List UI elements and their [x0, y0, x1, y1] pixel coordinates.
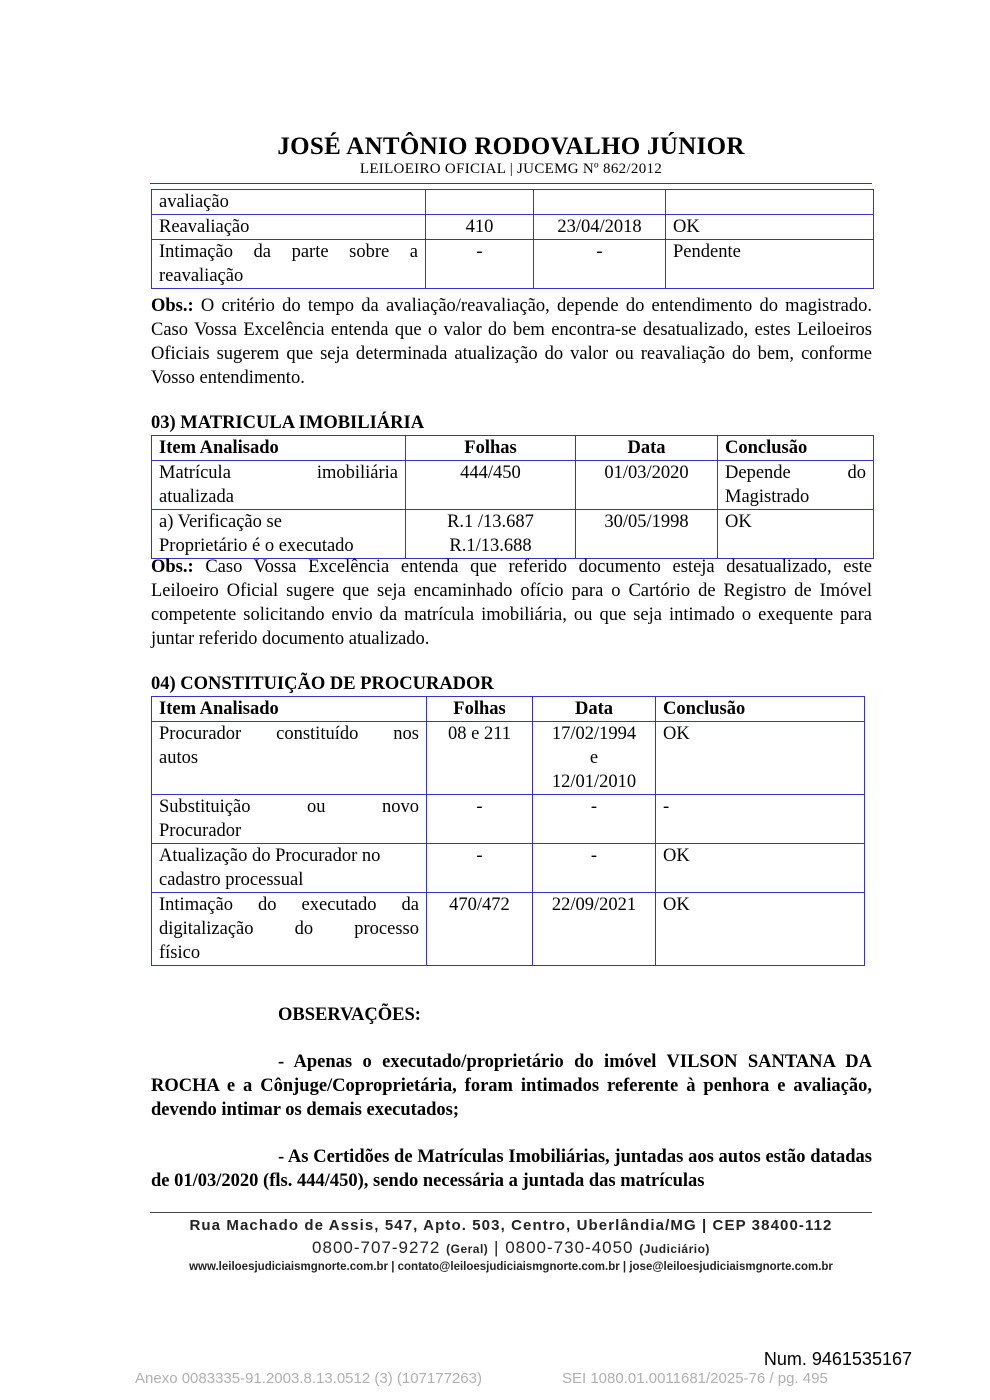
observation-paragraph — [151, 1050, 872, 1122]
table-cell — [152, 722, 427, 795]
table-row — [152, 722, 865, 795]
table-cell — [152, 893, 427, 966]
annex-stamp: Anexo 0083335-91.2003.8.13.0512 (3) (107177263) — [135, 1370, 482, 1387]
footer-web-contacts: www.leiloesjudiciaismgnorte.com.br | contato@leiloesjudiciaismgnorte.com.br | jose@leiloesjudiciaismgnorte.com.br — [189, 1261, 833, 1273]
evaluation-table — [151, 189, 874, 289]
table-row — [152, 510, 874, 559]
cell-line: R.1/13.688 — [449, 536, 532, 556]
obs-label: Obs.: — [151, 296, 194, 316]
letterhead-name: JOSÉ ANTÔNIO RODOVALHO JÚNIOR — [277, 133, 745, 160]
table-row — [152, 795, 865, 844]
table-cell: - — [427, 795, 533, 844]
table-row — [152, 190, 874, 215]
table-cell — [533, 722, 656, 795]
table-cell — [718, 461, 874, 510]
cell-line: e — [589, 748, 599, 768]
table-cell: - — [426, 240, 534, 289]
table-cell: 470/472 — [427, 893, 533, 966]
table-row — [152, 240, 874, 289]
table-cell: - — [656, 795, 865, 844]
cell-line: Procurador constituído nos — [159, 724, 419, 744]
table-cell: OK — [656, 893, 865, 966]
cell-line: atualizada — [159, 487, 234, 507]
header-divider — [150, 183, 872, 184]
column-header: Folhas — [427, 697, 533, 722]
phone-general: 0800-707-9272 — [312, 1238, 441, 1257]
column-header: Conclusão — [718, 436, 874, 461]
table-cell — [534, 190, 666, 215]
table-cell: - — [533, 844, 656, 893]
matricula-table — [151, 435, 874, 559]
cell-line: digitalização do processo — [159, 919, 419, 939]
column-header: Data — [576, 436, 718, 461]
phone-judicial: 0800-730-4050 — [505, 1238, 634, 1257]
table-row — [152, 215, 874, 240]
document-number-stamp: Num. 9461535167 — [763, 1349, 912, 1369]
table-cell — [666, 190, 874, 215]
column-header: Conclusão — [656, 697, 865, 722]
cell-line: cadastro processual — [159, 870, 304, 890]
sei-stamp: SEI 1080.01.0011681/2025-76 / pg. 495 — [562, 1370, 828, 1387]
cell-line: a) Verificação se — [159, 512, 282, 532]
obs-label: Obs.: — [151, 557, 194, 577]
procurador-table — [151, 696, 865, 966]
table-cell: 08 e 211 — [427, 722, 533, 795]
section-title: 03) MATRICULA IMOBILIÁRIA — [151, 413, 425, 433]
obs-text: O critério do tempo da avaliação/reavaliação, depende do entendimento do magistrado. Caso Vossa Excelência entenda que o valor do bem encontra-se desatualizado, estes Leiloeiros Oficiais sugerem que seja determinada atualização do valor ou reavaliação do bem, conforme Vosso entendimento. — [151, 296, 872, 388]
footer-phones — [150, 1238, 872, 1258]
obs-paragraph — [151, 555, 872, 651]
obs-paragraph — [151, 294, 872, 390]
footer-divider — [150, 1212, 872, 1213]
table-header-row — [152, 436, 874, 461]
column-header: Item Analisado — [152, 697, 427, 722]
cell-line: Substituição ou novo — [159, 797, 419, 817]
table-cell — [406, 461, 576, 510]
column-header: Folhas — [406, 436, 576, 461]
cell-line: autos — [159, 748, 199, 768]
cell-line: 444/450 — [460, 463, 521, 483]
cell-line: físico — [159, 943, 201, 963]
obs-text: Caso Vossa Excelência entenda que referido documento esteja desatualizado, este Leiloeiro Oficial sugere que seja encaminhado ofício para o Cartório de Registro de Imóvel competente solicitando envio da matrícula imobiliária, ou que seja intimado o exequente para juntar referido documento atualizado. — [151, 557, 872, 649]
table-row — [152, 844, 865, 893]
cell-line: 17/02/1994 — [551, 724, 637, 744]
table-cell: OK — [656, 722, 865, 795]
table-cell: Pendente — [666, 240, 874, 289]
table-cell — [152, 461, 406, 510]
table-header-row — [152, 697, 865, 722]
table-cell — [152, 844, 427, 893]
table-cell: Intimação da parte sobre a reavaliação — [152, 240, 426, 289]
observation-paragraph — [151, 1145, 872, 1193]
cell-line: Depende do — [725, 463, 866, 483]
footer-address: Rua Machado de Assis, 547, Apto. 503, Centro, Uberlândia/MG | CEP 38400-112 — [189, 1217, 833, 1234]
table-row — [152, 461, 874, 510]
table-cell: - — [533, 795, 656, 844]
table-cell: - — [534, 240, 666, 289]
table-row — [152, 893, 865, 966]
section-title: 04) CONSTITUIÇÃO DE PROCURADOR — [151, 674, 494, 694]
table-cell: - — [427, 844, 533, 893]
table-cell: 30/05/1998 — [576, 510, 718, 559]
phone-general-tag: (Geral) — [446, 1242, 489, 1256]
cell-line: Matrícula imobiliária — [159, 463, 398, 483]
table-cell — [152, 795, 427, 844]
cell-line: Procurador — [159, 821, 242, 841]
observation-text: - Apenas o executado/proprietário do imóvel VILSON SANTANA DA ROCHA e a Cônjuge/Coproprietária, foram intimados referente à penhora e avaliação, devendo intimar os demais executados; — [151, 1052, 872, 1120]
observation-text: - As Certidões de Matrículas Imobiliárias, juntadas aos autos estão datadas de 01/03/2020 (fls. 444/450), sendo necessária a juntada das matrículas — [151, 1147, 872, 1191]
table-cell: 01/03/2020 — [576, 461, 718, 510]
table-cell — [426, 190, 534, 215]
observacoes-title: OBSERVAÇÕES: — [278, 1005, 421, 1025]
table-cell: OK — [666, 215, 874, 240]
table-cell: Reavaliação — [152, 215, 426, 240]
table-cell: 410 — [426, 215, 534, 240]
table-cell: OK — [656, 844, 865, 893]
table-cell — [406, 510, 576, 559]
column-header: Item Analisado — [152, 436, 406, 461]
cell-line: Proprietário é o executado — [159, 536, 354, 556]
column-header: Data — [533, 697, 656, 722]
cell-line: 12/01/2010 — [551, 772, 637, 792]
cell-line: Magistrado — [725, 487, 810, 507]
letterhead-subtitle: LEILOEIRO OFICIAL | JUCEMG Nº 862/2012 — [359, 161, 663, 177]
table-cell: OK — [718, 510, 874, 559]
table-cell: 23/04/2018 — [534, 215, 666, 240]
phone-judicial-tag: (Judiciário) — [639, 1242, 710, 1256]
cell-line: Intimação do executado da — [159, 895, 419, 915]
phone-separator: | — [494, 1238, 500, 1257]
cell-line: R.1 /13.687 — [447, 512, 534, 532]
table-cell — [152, 510, 406, 559]
table-cell: avaliação — [152, 190, 426, 215]
cell-line: Atualização do Procurador no — [159, 846, 381, 866]
table-cell: 22/09/2021 — [533, 893, 656, 966]
